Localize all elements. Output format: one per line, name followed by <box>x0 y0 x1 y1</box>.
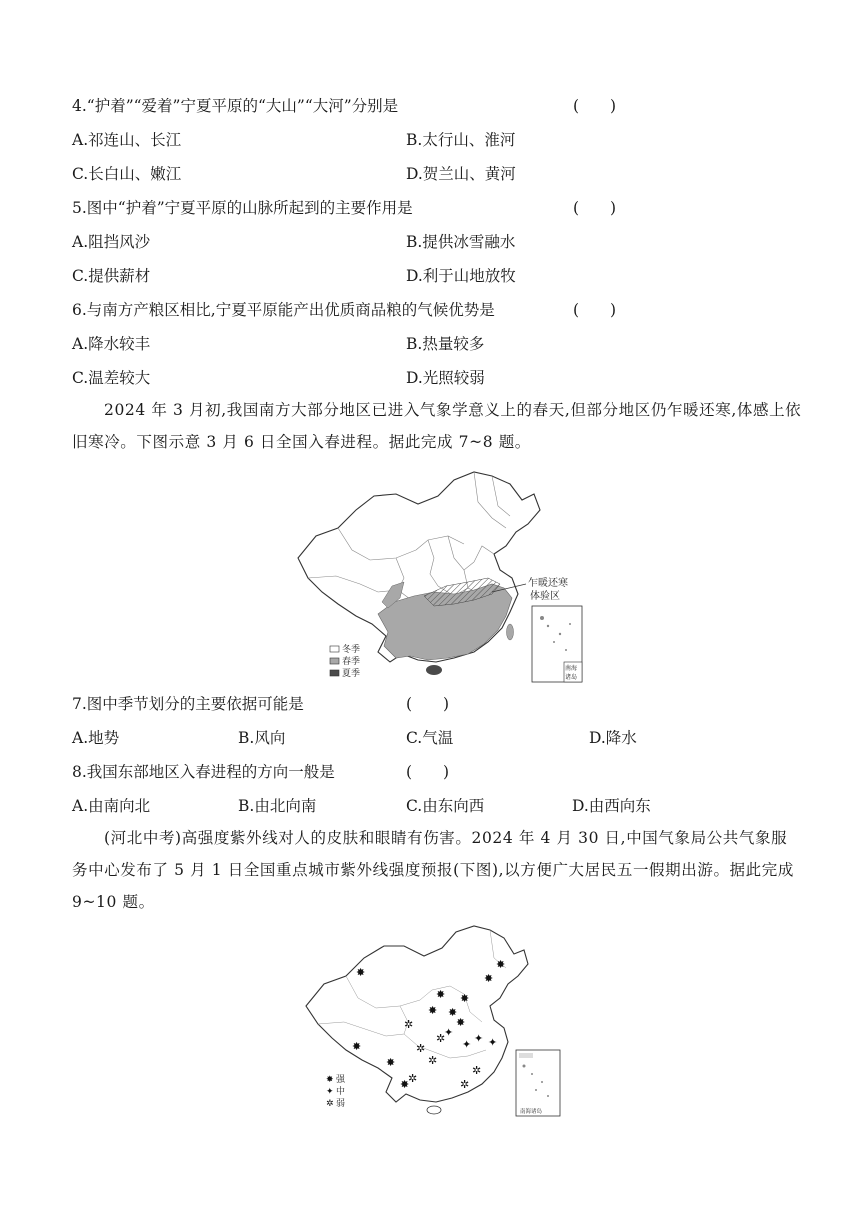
annotation-line1: 乍暖还寒 <box>528 578 568 589</box>
uv-marker-strong: ✸ <box>436 988 446 1001</box>
uv-marker-weak: ✲ <box>460 1078 470 1091</box>
uv-marker-medium: ✦ <box>444 1026 454 1039</box>
uv-map-legend <box>326 1074 346 1109</box>
uv-marker-strong: ✸ <box>428 1004 438 1017</box>
uv-marker-strong: ✸ <box>356 966 366 979</box>
legend-swatch-summer <box>330 670 339 676</box>
uv-marker-weak: ✲ <box>436 1032 446 1045</box>
q5-stem: 5.图中“护着”宁夏平原的山脉所起到的主要作用是 <box>72 199 413 217</box>
legend-spring: 春季 <box>342 657 361 667</box>
south-china-sea-inset-uv <box>516 1050 560 1116</box>
q4-stem: 4.“护着”“爱着”宁夏平原的“大山”“大河”分别是 <box>72 97 399 115</box>
uv-marker-medium: ✦ <box>488 1036 498 1049</box>
uv-marker-weak: ✲ <box>404 1018 414 1031</box>
inset-label-1: 南海 <box>565 665 578 672</box>
q5-option-a: A.阻挡风沙 <box>72 233 151 251</box>
uv-marker-strong: ✸ <box>456 1016 466 1029</box>
passage-uv-forecast: (河北中考)高强度紫外线对人的皮肤和眼睛有伤害。2024 年 4 月 30 日,中国气象局公共气象服务中心发布了 5 月 1 日全国重点城市紫外线强度预报(下图),以方便广大居民五一假期出游。据此完成 9~10 题。 <box>72 829 794 911</box>
uv-marker-strong: ✸ <box>352 1040 362 1053</box>
uv-marker-strong: ✸ <box>448 1006 458 1019</box>
uv-inset-label: 南海诸岛 <box>520 1109 543 1115</box>
spring-progress-map <box>278 466 588 684</box>
uv-marker-strong: ✸ <box>496 958 506 971</box>
q5-option-c: C.提供薪材 <box>72 267 151 285</box>
q7-option-a: A.地势 <box>72 729 120 747</box>
uv-marker-strong: ✸ <box>400 1078 410 1091</box>
legend-medium: 中 <box>336 1087 346 1097</box>
legend-strong: 强 <box>336 1075 346 1085</box>
uv-marker-weak: ✲ <box>416 1042 426 1055</box>
q6-stem: 6.与南方产粮区相比,宁夏平原能产出优质商品粮的气候优势是 <box>72 301 495 319</box>
q8-option-a: A.由南向北 <box>72 797 151 815</box>
q7-stem: 7.图中季节划分的主要依据可能是 <box>72 695 304 713</box>
passage-spring-progress: 2024 年 3 月初,我国南方大部分地区已进入气象学意义上的春天,但部分地区仍乍暖还寒,体感上依旧寒冷。下图示意 3 月 6 日全国入春进程。据此完成 7~8 题。 <box>72 401 802 451</box>
q7-option-b: B.风向 <box>238 729 286 747</box>
uv-marker-strong: ✸ <box>386 1056 396 1069</box>
q4-option-a: A.祁连山、长江 <box>72 131 182 149</box>
legend-winter: 冬季 <box>342 645 361 655</box>
q4-option-b: B.太行山、淮河 <box>406 131 516 149</box>
legend-symbol-weak: ✲ <box>326 1099 334 1109</box>
legend-summer: 夏季 <box>342 669 361 679</box>
uv-marker-medium: ✦ <box>462 1038 472 1051</box>
q8-option-d: D.由西向东 <box>572 797 651 815</box>
q6-option-a: A.降水较丰 <box>72 335 151 353</box>
uv-marker-weak: ✲ <box>472 1064 482 1077</box>
q6-option-b: B.热量较多 <box>406 335 485 353</box>
uv-marker-medium: ✦ <box>474 1032 484 1045</box>
legend-swatch-winter <box>330 646 339 652</box>
inset-label-2: 诸岛 <box>565 674 578 681</box>
q6-option-c: C.温差较大 <box>72 369 151 387</box>
uv-marker-weak: ✲ <box>408 1072 418 1085</box>
q5-answer-paren: ( ) <box>573 199 617 217</box>
q5-option-b: B.提供冰雪融水 <box>406 233 516 251</box>
summer-region <box>426 665 442 675</box>
spring-map-legend <box>330 643 360 679</box>
legend-symbol-medium: ✦ <box>326 1087 334 1097</box>
q5-option-d: D.利于山地放牧 <box>406 267 516 285</box>
q4-answer-paren: ( ) <box>573 97 617 115</box>
q4-option-c: C.长白山、嫩江 <box>72 165 182 183</box>
q6-option-d: D.光照较弱 <box>406 369 485 387</box>
uv-forecast-map <box>296 924 564 1120</box>
q8-stem: 8.我国东部地区入春进程的方向一般是 <box>72 763 335 781</box>
uv-marker-weak: ✲ <box>428 1054 438 1067</box>
uv-marker-strong: ✸ <box>460 992 470 1005</box>
annotation-line2: 体验区 <box>530 591 560 602</box>
legend-swatch-spring <box>330 658 339 664</box>
legend-symbol-strong: ✸ <box>326 1075 334 1085</box>
q8-option-b: B.由北向南 <box>238 797 317 815</box>
q8-answer-paren: ( ) <box>406 763 450 781</box>
q6-answer-paren: ( ) <box>573 301 617 319</box>
q8-option-c: C.由东向西 <box>406 797 485 815</box>
q7-option-d: D.降水 <box>589 729 637 747</box>
q7-answer-paren: ( ) <box>406 695 450 713</box>
legend-weak: 弱 <box>336 1099 346 1109</box>
q7-option-c: C.气温 <box>406 729 454 747</box>
q4-option-d: D.贺兰山、黄河 <box>406 165 516 183</box>
uv-marker-strong: ✸ <box>484 972 494 985</box>
